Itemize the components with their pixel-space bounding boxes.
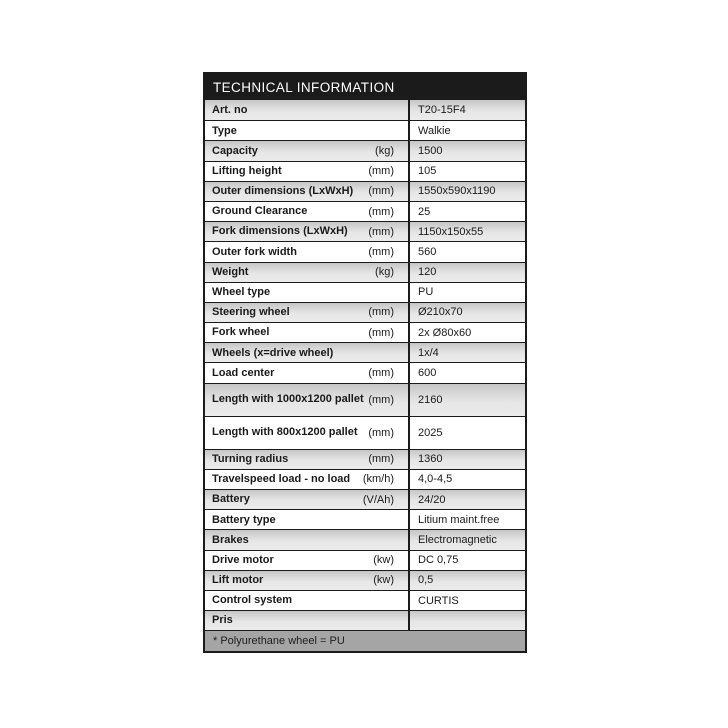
spec-unit: (kg) (375, 266, 394, 279)
spec-label-cell (205, 141, 408, 160)
spec-value: PU (408, 283, 525, 302)
spec-unit: (kw) (373, 574, 394, 587)
spec-label: Pris (212, 614, 233, 627)
spec-unit: (kg) (375, 144, 394, 157)
spec-label: Battery (212, 493, 250, 506)
spec-value: 0,5 (408, 571, 525, 590)
table-row-length-1000x1200 (205, 383, 525, 416)
spec-label-cell (205, 530, 408, 549)
table-row-art-no (205, 100, 525, 120)
spec-label-cell (205, 384, 408, 416)
table-row-drive-motor (205, 550, 525, 570)
spec-value: 1x/4 (408, 343, 525, 362)
table-row-weight (205, 262, 525, 282)
table-row-capacity (205, 140, 525, 160)
spec-label-cell (205, 263, 408, 282)
spec-label: Weight (212, 265, 249, 278)
spec-unit: (mm) (368, 165, 394, 178)
table-footnote (205, 630, 525, 651)
table-row-type (205, 120, 525, 140)
table-row-wheel-type (205, 282, 525, 302)
spec-label-cell (205, 303, 408, 322)
spec-value: CURTIS (408, 591, 525, 610)
spec-label-cell (205, 323, 408, 342)
table-row-turning-radius (205, 449, 525, 469)
spec-label-cell (205, 490, 408, 509)
spec-value: 2160 (408, 384, 525, 416)
spec-label: Outer dimensions (LxWxH) (212, 185, 354, 198)
footnote-text: * Polyurethane wheel = PU (213, 635, 345, 648)
table-title: TECHNICAL INFORMATION (213, 79, 395, 95)
table-row-pris (205, 610, 525, 630)
spec-value: T20-15F4 (408, 100, 525, 120)
spec-label: Length with 1000x1200 pallet (212, 393, 364, 406)
spec-label: Wheels (x=drive wheel) (212, 346, 334, 359)
spec-label-cell (205, 182, 408, 201)
spec-label: Fork dimensions (LxWxH) (212, 225, 348, 238)
spec-label-cell (205, 162, 408, 181)
spec-label: Lift motor (212, 574, 264, 587)
spec-value: Ø210x70 (408, 303, 525, 322)
spec-label-cell (205, 450, 408, 469)
spec-label: Length with 800x1200 pallet (212, 426, 358, 439)
spec-label-cell (205, 121, 408, 140)
spec-label-cell (205, 343, 408, 362)
table-row-wheels (205, 342, 525, 362)
spec-value: 600 (408, 363, 525, 382)
spec-value: 1150x150x55 (408, 222, 525, 241)
spec-label: Battery type (212, 513, 276, 526)
spec-unit: (V/Ah) (362, 493, 394, 506)
spec-label: Load center (212, 366, 275, 379)
table-row-outer-fork-width (205, 241, 525, 261)
spec-value: Electromagnetic (408, 530, 525, 549)
table-row-ground-clearance (205, 201, 525, 221)
spec-value: 25 (408, 202, 525, 221)
table-row-battery (205, 489, 525, 509)
spec-label: Control system (212, 594, 293, 607)
spec-value: 1360 (408, 450, 525, 469)
table-row-length-800x1200 (205, 416, 525, 449)
spec-label-cell (205, 470, 408, 489)
table-body (205, 100, 525, 630)
spec-unit: (mm) (368, 245, 394, 258)
table-row-control-system (205, 590, 525, 610)
spec-label: Ground Clearance (212, 205, 308, 218)
spec-value: 560 (408, 242, 525, 261)
spec-value: Walkie (408, 121, 525, 140)
spec-unit: (mm) (368, 326, 394, 339)
spec-unit: (mm) (368, 367, 394, 380)
table-row-lift-motor (205, 570, 525, 590)
spec-value: 120 (408, 263, 525, 282)
spec-label-cell (205, 363, 408, 382)
spec-label: Type (212, 124, 237, 137)
spec-label: Steering wheel (212, 306, 290, 319)
spec-label: Art. no (212, 103, 248, 116)
spec-value: 1550x590x1190 (408, 182, 525, 201)
spec-label: Wheel type (212, 286, 271, 299)
spec-value: 105 (408, 162, 525, 181)
spec-label-cell (205, 510, 408, 529)
spec-unit: (km/h) (362, 473, 394, 486)
spec-value (408, 611, 525, 630)
spec-unit: (mm) (368, 225, 394, 238)
technical-info-table (203, 72, 527, 653)
spec-unit: (mm) (368, 205, 394, 218)
spec-value: 2x Ø80x60 (408, 323, 525, 342)
table-header (205, 74, 525, 100)
spec-value: 24/20 (408, 490, 525, 509)
table-row-fork-dimensions (205, 221, 525, 241)
spec-value: Litium maint.free (408, 510, 525, 529)
spec-unit: (mm) (368, 393, 394, 406)
table-row-fork-wheel (205, 322, 525, 342)
spec-label-cell (205, 551, 408, 570)
spec-label-cell (205, 417, 408, 449)
spec-label: Outer fork width (212, 245, 297, 258)
spec-label-cell (205, 100, 408, 120)
spec-unit: (kw) (373, 554, 394, 567)
spec-label-cell (205, 242, 408, 261)
table-row-outer-dimensions (205, 181, 525, 201)
table-row-travelspeed (205, 469, 525, 489)
spec-label-cell (205, 283, 408, 302)
table-row-brakes (205, 529, 525, 549)
table-row-lifting-height (205, 161, 525, 181)
spec-unit: (mm) (368, 426, 394, 439)
spec-label: Brakes (212, 533, 249, 546)
spec-label: Turning radius (212, 452, 289, 465)
spec-unit: (mm) (368, 185, 394, 198)
spec-label: Drive motor (212, 553, 274, 566)
spec-value: 1500 (408, 141, 525, 160)
table-row-battery-type (205, 509, 525, 529)
spec-label-cell (205, 611, 408, 630)
spec-label: Lifting height (212, 164, 282, 177)
spec-value: 4,0-4,5 (408, 470, 525, 489)
table-row-load-center (205, 362, 525, 382)
spec-label: Travelspeed load - no load (212, 473, 351, 486)
spec-value: DC 0,75 (408, 551, 525, 570)
spec-label: Capacity (212, 144, 258, 157)
spec-label-cell (205, 222, 408, 241)
spec-label: Fork wheel (212, 326, 270, 339)
spec-unit: (mm) (368, 306, 394, 319)
spec-label-cell (205, 591, 408, 610)
spec-value: 2025 (408, 417, 525, 449)
spec-label-cell (205, 202, 408, 221)
table-row-steering-wheel (205, 302, 525, 322)
spec-label-cell (205, 571, 408, 590)
spec-unit: (mm) (368, 453, 394, 466)
